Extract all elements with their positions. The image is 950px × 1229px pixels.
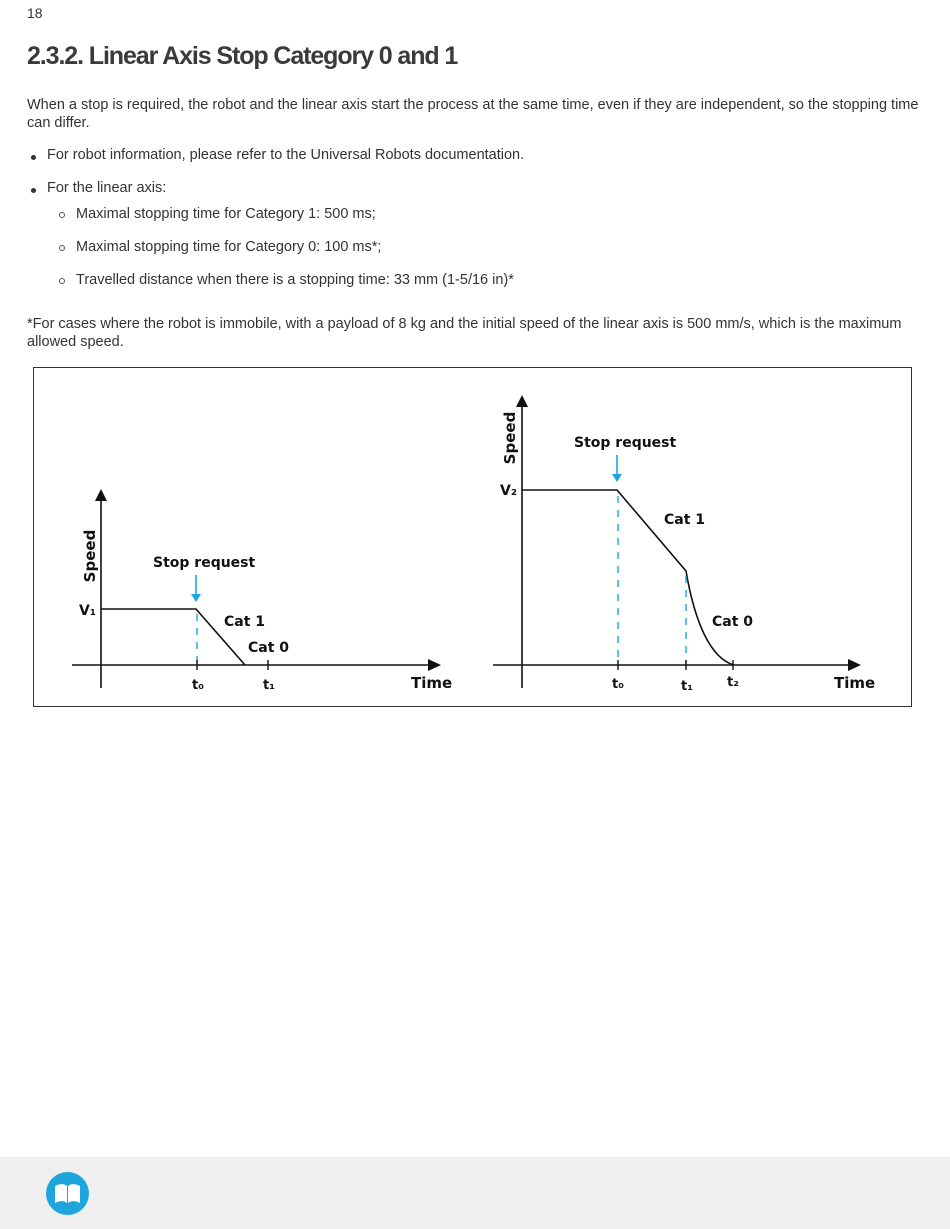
list-item bbox=[27, 179, 927, 289]
right-v2-label: V₂ bbox=[500, 483, 517, 499]
list-item bbox=[27, 146, 927, 164]
sub-list-item: Maximal stopping time for Category 0: 100 ms*; bbox=[47, 238, 927, 256]
book-icon[interactable] bbox=[46, 1172, 89, 1215]
left-stop-request-label: Stop request bbox=[153, 555, 256, 571]
left-time-label: Time bbox=[411, 674, 453, 692]
sub-bullet-list bbox=[47, 205, 927, 289]
right-t1-label: t₁ bbox=[681, 679, 693, 694]
stop-category-figure bbox=[33, 367, 912, 707]
bullet-text-robot-info: For robot information, please refer to the Universal Robots documentation. bbox=[47, 147, 525, 163]
right-time-label: Time bbox=[834, 674, 876, 692]
intro-paragraph: When a stop is required, the robot and the linear axis start the process at the same time, even if they are independent, so the stopping time can differ. bbox=[27, 97, 919, 131]
left-stop-request-arrowhead bbox=[191, 594, 201, 602]
bullet-list bbox=[27, 146, 927, 304]
left-cat1-label: Cat 1 bbox=[224, 614, 266, 630]
left-y-axis-arrow bbox=[95, 489, 107, 501]
right-y-axis-label: Speed bbox=[501, 411, 519, 465]
left-t1-label: t₁ bbox=[263, 678, 275, 693]
left-y-axis-label: Speed bbox=[81, 529, 99, 583]
left-t0-label: t₀ bbox=[192, 678, 204, 693]
right-cat0-label: Cat 0 bbox=[712, 614, 754, 630]
sub-list-item: Maximal stopping time for Category 1: 500 ms; bbox=[47, 205, 927, 223]
footer-bar bbox=[0, 1157, 950, 1229]
right-cat1-label: Cat 1 bbox=[664, 512, 706, 528]
left-x-axis-arrow bbox=[428, 659, 441, 671]
right-chart bbox=[493, 395, 875, 694]
book-icon-glyph bbox=[46, 1172, 89, 1215]
right-t0-label: t₀ bbox=[612, 677, 624, 692]
page-number: 18 bbox=[27, 5, 43, 21]
sub-list-item: Travelled distance when there is a stopping time: 33 mm (1-5/16 in)* bbox=[47, 271, 927, 289]
left-chart bbox=[72, 489, 452, 693]
section-title: 2.3.2. Linear Axis Stop Category 0 and 1 bbox=[27, 42, 458, 70]
stop-category-diagram bbox=[34, 368, 913, 708]
right-t2-label: t₂ bbox=[727, 675, 739, 690]
left-v1-label: V₁ bbox=[79, 603, 96, 619]
left-cat0-label: Cat 0 bbox=[248, 640, 290, 656]
bullet-text-linear-axis: For the linear axis: bbox=[47, 180, 167, 196]
right-y-axis-arrow bbox=[516, 395, 528, 407]
right-stop-request-arrowhead bbox=[612, 474, 622, 482]
right-x-axis-arrow bbox=[848, 659, 861, 671]
footnote: *For cases where the robot is immobile, with a payload of 8 kg and the initial speed of the linear axis is 500 mm/s, which is the maximum allowed speed. bbox=[27, 316, 902, 350]
right-stop-request-label: Stop request bbox=[574, 435, 677, 451]
